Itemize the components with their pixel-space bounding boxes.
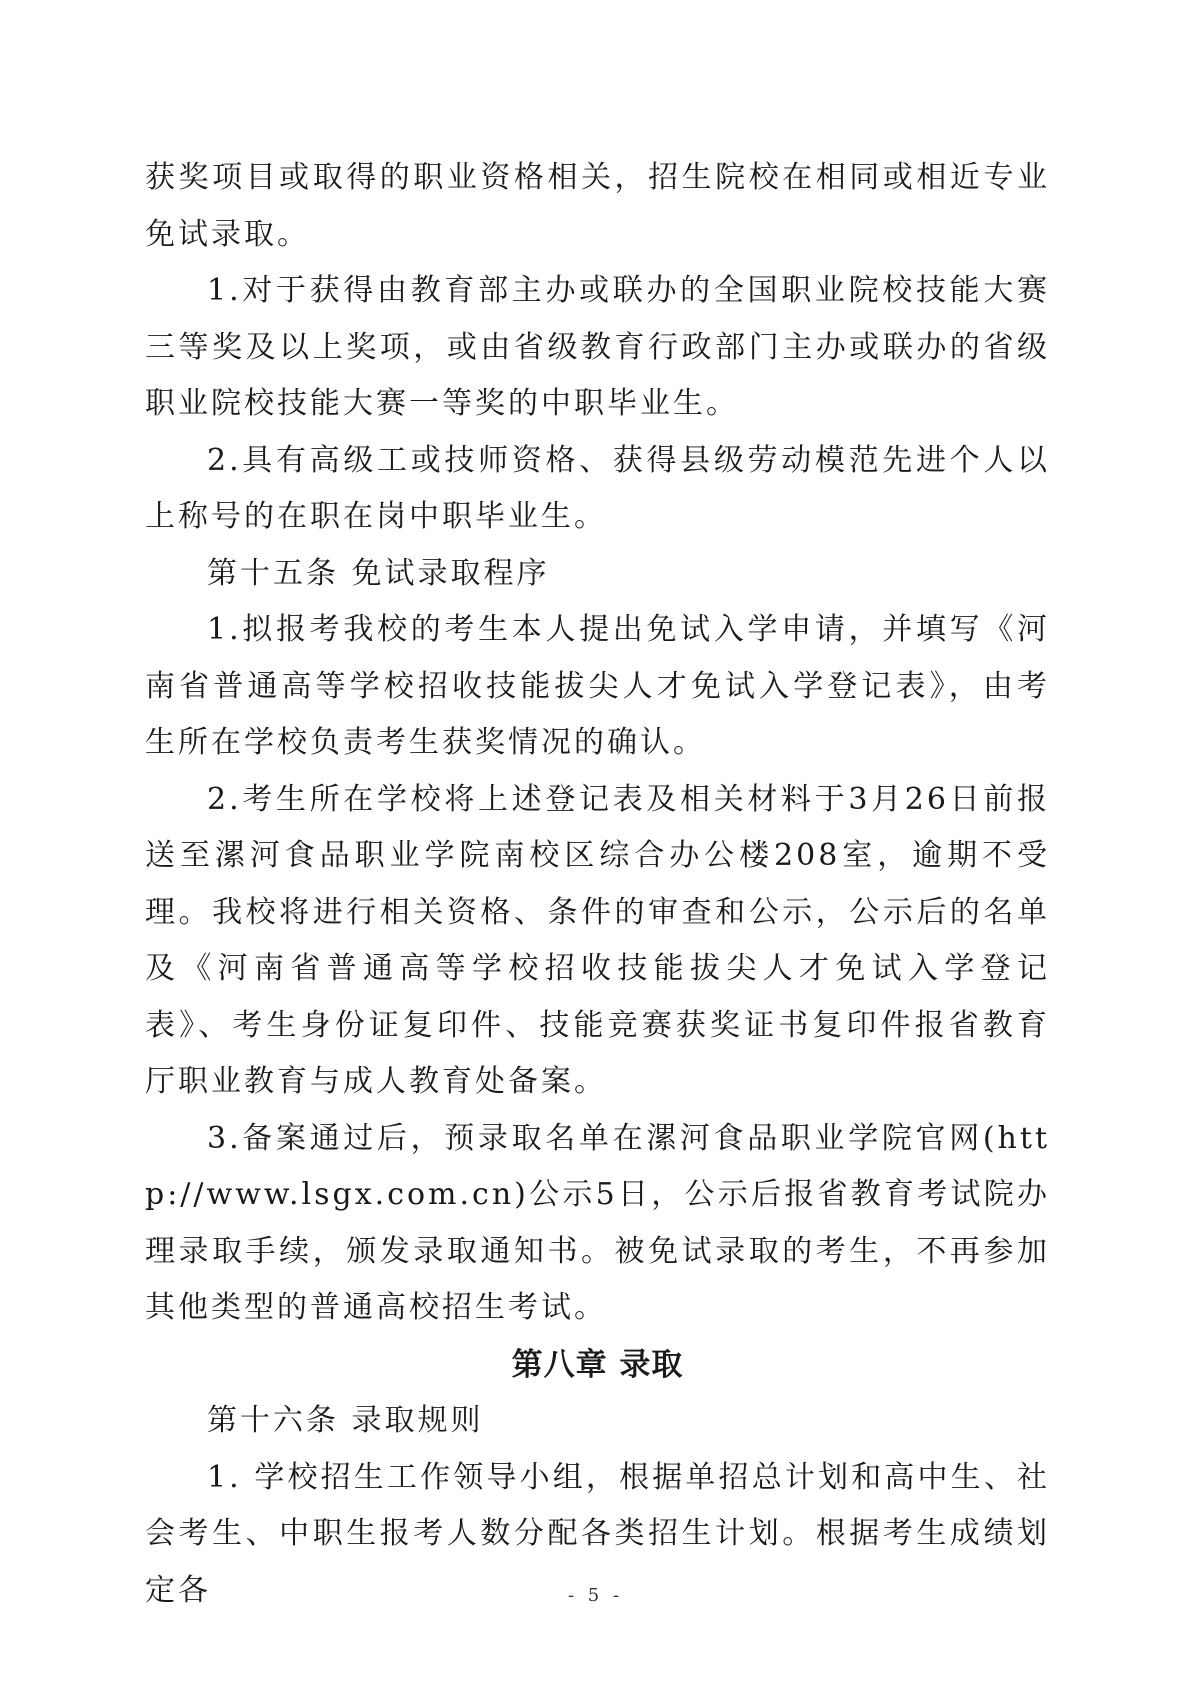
paragraph: 获奖项目或取得的职业资格相关，招生院校在相同或相近专业免试录取。 <box>145 160 1050 252</box>
page-number: - 5 - <box>567 1585 624 1606</box>
paragraph: 2.考生所在学校将上述登记表及相关材料于3月26日前报送至漯河食品职业学院南校区综合办公楼208室，逾期不受理。我校将进行相关资格、条件的审查和公示，公示后的名单及《河南省普通高等学校招收技能拔尖人才免试入学登记表》、考生身份证复印件、技能竞赛获奖证书复印件报省教育厅职业教育与成人教育处备案。 <box>145 781 1050 1099</box>
paragraph: 1.拟报考我校的考生本人提出免试入学申请，并填写《河南省普通高等学校招收技能拔尖人才免试入学登记表》，由考生所在学校负责考生获奖情况的确认。 <box>145 612 1050 760</box>
paragraph: 1.对于获得由教育部主办或联办的全国职业院校技能大赛三等奖及以上奖项，或由省级教育行政部门主办或联办的省级职业院校技能大赛一等奖的中职毕业生。 <box>145 273 1050 421</box>
document-body <box>145 150 1050 1619</box>
article-heading: 第十五条 免试录取程序 <box>207 555 550 591</box>
chapter-heading: 第八章 录取 <box>511 1346 684 1383</box>
article-heading: 第十六条 录取规则 <box>207 1403 484 1438</box>
paragraph: 3.备案通过后，预录取名单在漯河食品职业学院官网(http://www.lsgx.com.cn)公示5日，公示后报省教育考试院办理录取手续，颁发录取通知书。被免试录取的考生，不再参加其他类型的普通高校招生考试。 <box>145 1120 1050 1325</box>
paragraph: 1. 学校招生工作领导小组，根据单招总计划和高中生、社会考生、中职生报考人数分配各类招生计划。根据考生成绩划定各 <box>145 1459 1050 1608</box>
paragraph: 2.具有高级工或技师资格、获得县级劳动模范先进个人以上称号的在职在岗中职毕业生。 <box>145 442 1050 534</box>
